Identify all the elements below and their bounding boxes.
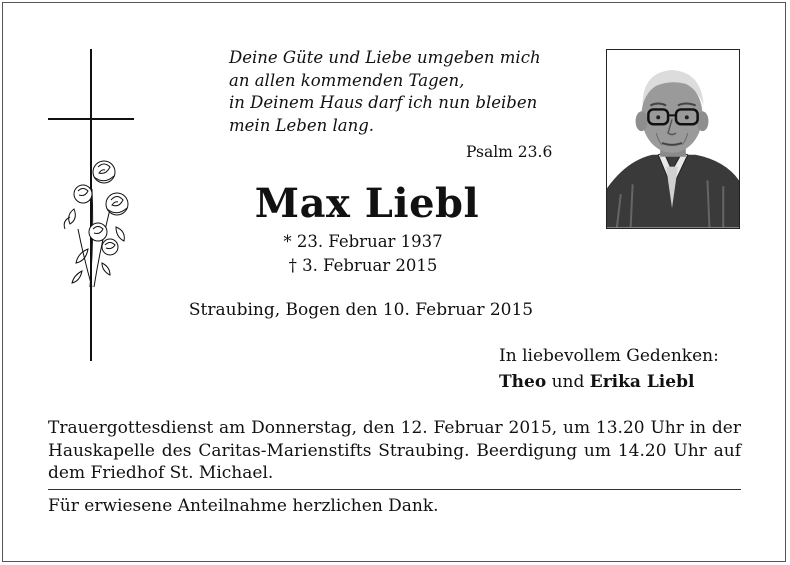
poem-verse [229, 47, 541, 137]
birth-date: * 23. Februar 1937 [283, 232, 443, 251]
mourner-connector: und [546, 372, 590, 392]
poem-line: mein Leben lang. [229, 115, 375, 135]
poem-line: Deine Güte und Liebe umgeben mich [229, 48, 541, 67]
poem-source: Psalm 23.6 [466, 143, 553, 161]
thanks-note: Für erwiesene Anteilnahme herzlichen Dank. [48, 496, 439, 516]
death-date: † 3. Februar 2015 [288, 256, 438, 275]
memory-intro: In liebevollem Gedenken: [499, 346, 719, 366]
place-date: Straubing, Bogen den 10. Februar 2015 [188, 300, 534, 320]
poem-line: an allen kommenden Tagen, [229, 70, 465, 90]
portrait-photo [606, 49, 740, 229]
mourner-first-name: Theo [499, 372, 547, 392]
deceased-name: Max Liebl [254, 180, 480, 227]
divider [48, 489, 741, 490]
service-details: Trauergottesdienst am Donnerstag, den 12. Februar 2015, um 13.20 Uhr in der Hauskapelle des Caritas-Marienstifts Straubing. Beerdigung um 14.20 Uhr auf dem Friedhof St. Michael. [48, 418, 741, 483]
mourners [499, 372, 694, 392]
mourner-second-name: Erika Liebl [589, 372, 695, 392]
poem-line: in Deinem Haus darf ich nun bleiben [229, 93, 538, 112]
